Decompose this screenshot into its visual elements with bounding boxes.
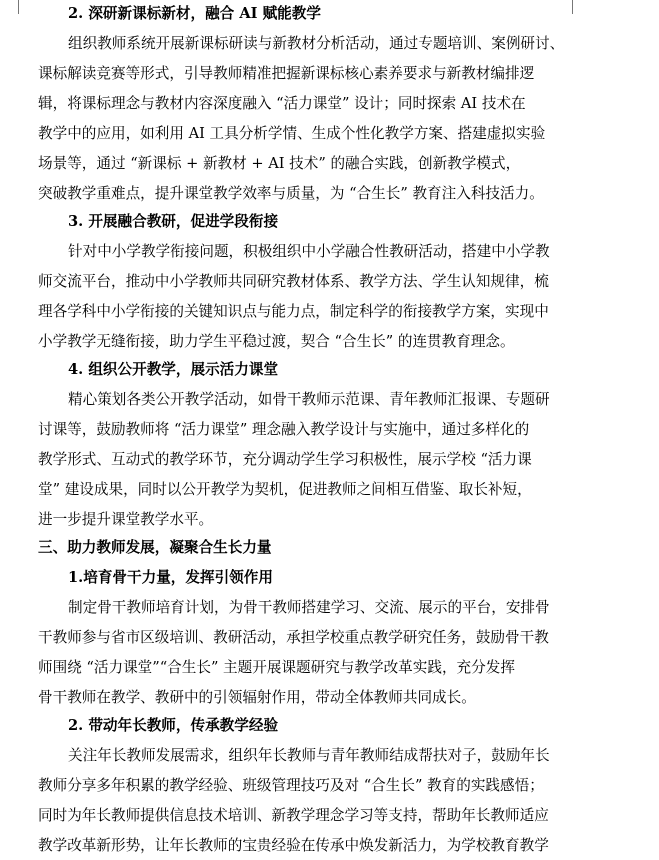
- paragraph-line: 教学形式、互动式的教学环节，充分调动学生学习积极性，展示学校 “活力课: [38, 451, 532, 468]
- paragraph-line: 干教师参与省市区级培训、教研活动，承担学校重点教学研究任务，鼓励骨干教: [38, 629, 549, 646]
- paragraph-line: 教学改革新形势，让年长教师的宝贵经验在传承中焕发新活力，为学校教育教学: [38, 837, 549, 854]
- paragraph-line: 讨课等，鼓励教师将 “活力课堂” 理念融入教学设计与实施中，通过多样化的: [38, 421, 530, 438]
- paragraph-line: 针对中小学教学衔接问题，积极组织中小学融合性教研活动，搭建中小学教: [68, 243, 550, 260]
- heading-1-backbone-teachers: 1.培育骨干力量，发挥引领作用: [68, 569, 273, 586]
- heading-3-integrated-research: 3. 开展融合教研，促进学段衔接: [68, 213, 279, 230]
- paragraph-line: 师围绕 “活力课堂”“合生长” 主题开展课题研究与教学改革实践，充分发挥: [38, 659, 515, 676]
- paragraph-line: 精心策划各类公开教学活动，如骨干教师示范课、青年教师汇报课、专题研: [68, 391, 550, 408]
- paragraph-line: 突破教学重难点，提升课堂教学效率与质量，为 “合生长” 教育注入科技活力。: [38, 185, 544, 202]
- paragraph-line: 进一步提升课堂教学水平。: [38, 511, 214, 528]
- paragraph-line: 教师分享多年积累的教学经验、班级管理技巧及对 “合生长” 教育的实践感悟；: [38, 777, 544, 794]
- paragraph-line: 组织教师系统开展新课标研读与新教材分析活动，通过专题培训、案例研讨、: [68, 35, 565, 52]
- paragraph-line: 理各学科中小学衔接的关键知识点与能力点，制定科学的衔接教学方案，实现中: [38, 303, 549, 320]
- paragraph-line: 场景等，通过 “新课标 + 新教材 + AI 技术” 的融合实践，创新教学模式，: [38, 155, 521, 172]
- paragraph-line: 关注年长教师发展需求，组织年长教师与青年教师结成帮扶对子，鼓励年长: [68, 747, 550, 764]
- paragraph-line: 课标解读竞赛等形式，引导教师精准把握新课标核心素养要求与新教材编排逻: [38, 65, 535, 82]
- paragraph-line: 小学教学无缝衔接，助力学生平稳过渡，契合 “合生长” 的连贯教育理念。: [38, 333, 515, 350]
- paragraph-line: 教学中的应用，如利用 AI 工具分析学情、生成个性化教学方案、搭建虚拟实验: [38, 125, 546, 142]
- heading-2-deep-study: 2. 深研新课标新材，融合 AI 赋能教学: [68, 5, 321, 22]
- heading-2-senior-teachers: 2. 带动年长教师，传承教学经验: [68, 717, 279, 734]
- paragraph-line: 师交流平台，推动中小学教师共同研究教材体系、教学方法、学生认知规律，梳: [38, 273, 549, 290]
- heading-4-open-teaching: 4. 组织公开教学，展示活力课堂: [68, 361, 279, 378]
- paragraph-line: 堂” 建设成果，同时以公开教学为契机，促进教师之间相互借鉴、取长补短，: [38, 481, 532, 498]
- paragraph-line: 骨干教师在教学、教研中的引领辐射作用，带动全体教师共同成长。: [38, 689, 476, 706]
- section-heading-3-teacher-development: 三、助力教师发展，凝聚合生长力量: [38, 539, 272, 556]
- paragraph-line: 同时为年长教师提供信息技术培训、新教学理念学习等支持，帮助年长教师适应: [38, 807, 549, 824]
- paragraph-line: 制定骨干教师培育计划，为骨干教师搭建学习、交流、展示的平台，安排骨: [68, 599, 550, 616]
- paragraph-line: 辑，将课标理念与教材内容深度融入 “活力课堂” 设计；同时探索 AI 技术在: [38, 95, 526, 112]
